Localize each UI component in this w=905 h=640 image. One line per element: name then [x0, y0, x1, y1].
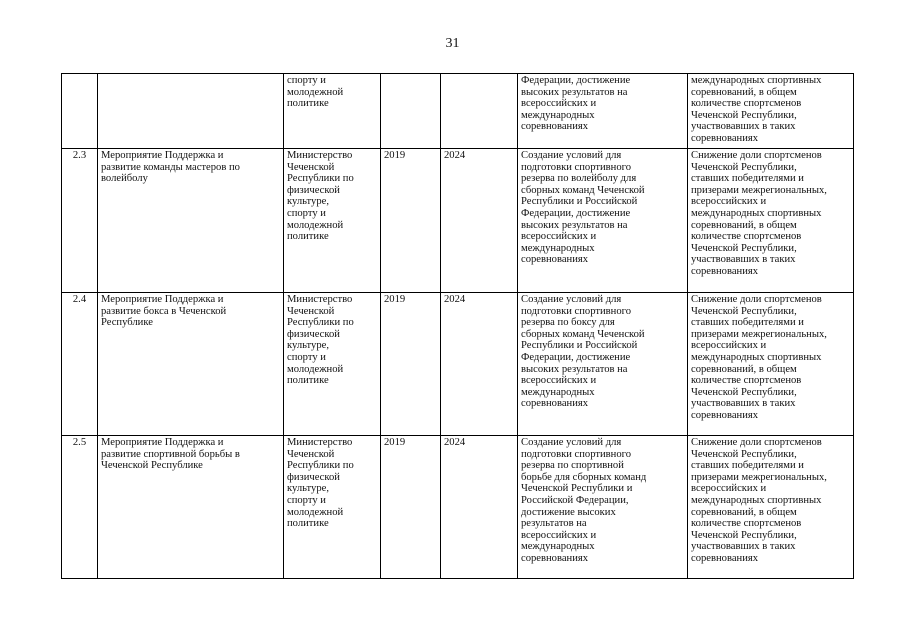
- row-number-cell: 2.3: [62, 149, 98, 293]
- indicator-cell: Снижение доли спортсменов Чеченской Республики, ставших победителями и призерами межрегиональных, всероссийских и международных спортивных соревнований, в общем количестве спортсменов Чеченской Республики, участвовавших в таких соревнованиях: [688, 436, 854, 579]
- start-year-cell: 2019: [381, 436, 441, 579]
- activity-name-cell: Мероприятие Поддержка и развитие команды мастеров по волейболу: [98, 149, 284, 293]
- expected-result-cell: Создание условий для подготовки спортивного резерва по спортивной борьбе для сборных команд Чеченской Республики и Российской Федерации, достижение высоких результатов на всероссийских и международных соревнованиях: [518, 436, 688, 579]
- table-row: [62, 149, 854, 293]
- row-number-cell: 2.5: [62, 436, 98, 579]
- end-year-cell: 2024: [441, 293, 518, 436]
- end-year-cell: 2024: [441, 149, 518, 293]
- executor-cell: спорту и молодежной политике: [284, 74, 381, 149]
- expected-result-cell: Создание условий для подготовки спортивного резерва по боксу для сборных команд Чеченской Республики и Российской Федерации, достижение высоких результатов на всероссийских и международных соревнованиях: [518, 293, 688, 436]
- table-row: [62, 74, 854, 149]
- executor-cell: Министерство Чеченской Республики по физической культуре, спорту и молодежной политике: [284, 436, 381, 579]
- executor-cell: Министерство Чеченской Республики по физической культуре, спорту и молодежной политике: [284, 293, 381, 436]
- table-row: [62, 293, 854, 436]
- executor-cell: Министерство Чеченской Республики по физической культуре, спорту и молодежной политике: [284, 149, 381, 293]
- indicator-cell: международных спортивных соревнований, в общем количестве спортсменов Чеченской Республики, участвовавших в таких соревнованиях: [688, 74, 854, 149]
- start-year-cell: 2019: [381, 149, 441, 293]
- row-number-cell: 2.4: [62, 293, 98, 436]
- table-row: [62, 436, 854, 579]
- start-year-cell: [381, 74, 441, 149]
- expected-result-cell: Создание условий для подготовки спортивного резерва по волейболу для сборных команд Чеченской Республики и Российской Федерации, достижение высоких результатов на всероссийских и международных соревнованиях: [518, 149, 688, 293]
- end-year-cell: 2024: [441, 436, 518, 579]
- row-number-cell: [62, 74, 98, 149]
- indicator-cell: Снижение доли спортсменов Чеченской Республики, ставших победителями и призерами межрегиональных, всероссийских и международных спортивных соревнований, в общем количестве спортсменов Чеченской Республики, участвовавших в таких соревнованиях: [688, 149, 854, 293]
- activities-table: [61, 73, 854, 579]
- end-year-cell: [441, 74, 518, 149]
- activity-name-cell: Мероприятие Поддержка и развитие бокса в Чеченской Республике: [98, 293, 284, 436]
- page-number: 31: [445, 36, 460, 51]
- activity-name-cell: Мероприятие Поддержка и развитие спортивной борьбы в Чеченской Республике: [98, 436, 284, 579]
- start-year-cell: 2019: [381, 293, 441, 436]
- expected-result-cell: Федерации, достижение высоких результатов на всероссийских и международных соревнованиях: [518, 74, 688, 149]
- indicator-cell: Снижение доли спортсменов Чеченской Республики, ставших победителями и призерами межрегиональных, всероссийских и международных спортивных соревнований, в общем количестве спортсменов Чеченской Республики, участвовавших в таких соревнованиях: [688, 293, 854, 436]
- activity-name-cell: [98, 74, 284, 149]
